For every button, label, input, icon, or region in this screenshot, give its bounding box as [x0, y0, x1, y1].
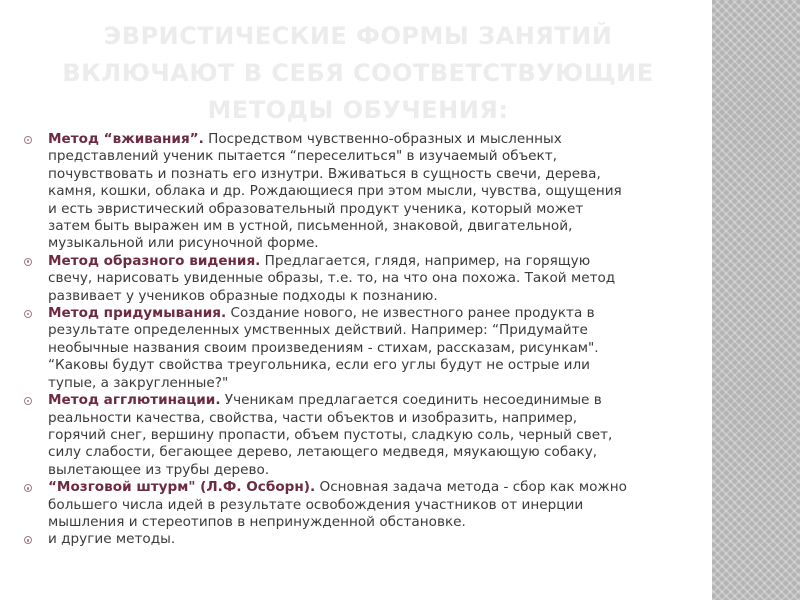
text-line: необычные названия своим произведениям - стихам, рассказам, рисункам". [48, 339, 599, 356]
text-line: мышления и стереотипов в непринужденной обстановке. [48, 513, 466, 530]
title-line: МЕТОДЫ ОБУЧЕНИЯ: [207, 96, 509, 124]
text-line: горячий снег, вершину пропасти, объем пустоты, сладкую соль, черный свет, [48, 426, 613, 443]
method-text: Создание нового, не известного ранее продукта в [226, 305, 595, 322]
method-term: Метод образного видения. [48, 252, 261, 269]
circle-bullet-icon [24, 484, 32, 492]
text-line: представлений ученик пытается “переселиться" в изучаемый объект, [48, 148, 557, 165]
circle-bullet-icon [24, 397, 32, 405]
text-line: силу слабости, бегающее дерево, летающего медведя, мяукающую собаку, [48, 444, 598, 461]
text-line: развивает у учеников образные подходы к познанию. [48, 287, 438, 304]
text-line: и есть эвристический образовательный продукт ученика, который может [48, 200, 584, 217]
method-text: Ученикам предлагается соединить несоединимые в [220, 392, 602, 409]
text-line: реальности качества, свойства, части объектов и изобразить, например, [48, 409, 578, 426]
text-line: почувствовать и познать его изнутри. Вживаться в сущность свечи, дерева, [48, 165, 601, 182]
text-line [48, 479, 706, 496]
text-line: музыкальной или рисуночной форме. [48, 235, 319, 252]
title-line: ВКЛЮЧАЮТ В СЕБЯ СООТВЕТСТВУЮЩИЕ [62, 59, 654, 87]
method-term: Метод придумывания. [48, 305, 227, 322]
method-term: “Мозговой штурм" (Л.Ф. Осборн). [48, 479, 316, 496]
text-line [48, 131, 706, 148]
decorative-sidebar [712, 0, 800, 600]
text-line: камня, кошки, облака и др. Рождающиеся при этом мысли, чувства, ощущения [48, 183, 622, 200]
title-line: ЭВРИСТИЧЕСКИЕ ФОРМЫ ЗАНЯТИЙ [103, 22, 613, 50]
text-line [48, 305, 706, 322]
text-line: большего числа идей в результате освобождения участников от инерции [48, 496, 584, 513]
list-item-drugie [24, 531, 706, 548]
list-item-vzhivanie [24, 131, 706, 253]
list-item-obraznoe-videnie [24, 253, 706, 305]
text-line: и другие методы. [48, 531, 176, 548]
text-line: вылетающее из трубы дерево. [48, 461, 270, 478]
text-line: “Каковы будут свойства треугольника, если его углы будут не острые или [48, 357, 590, 374]
text-line [48, 392, 706, 409]
method-text: Посредством чувственно-образных и мысленных [203, 131, 562, 147]
method-text: Основная задача метода - сбор как можно [315, 479, 627, 496]
circle-bullet-icon [24, 136, 32, 144]
list-item-mozgovoy-shturm [24, 479, 706, 531]
method-term: Метод агглютинации. [48, 392, 221, 409]
text-line: тупые, а закругленные?" [48, 374, 229, 391]
text-line [48, 253, 706, 270]
method-term: Метод “вживания”. [48, 131, 204, 147]
list-item-agglyutinaciya [24, 392, 706, 479]
list-item-pridumyvanie [24, 305, 706, 392]
circle-bullet-icon [24, 258, 32, 266]
slide-title [20, 18, 696, 129]
text-line: затем быть выражен им в устной, письменной, знаковой, двигательной, [48, 218, 573, 235]
circle-bullet-icon [24, 310, 32, 318]
methods-list [24, 131, 706, 549]
text-line: свечу, нарисовать увиденные образы, т.е. то, на что она похожа. Такой метод [48, 270, 616, 287]
text-line: результате определенных умственных действий. Например: “Придумайте [48, 322, 588, 339]
method-text: Предлагается, глядя, например, на горящую [260, 252, 591, 269]
circle-bullet-icon [24, 536, 32, 544]
